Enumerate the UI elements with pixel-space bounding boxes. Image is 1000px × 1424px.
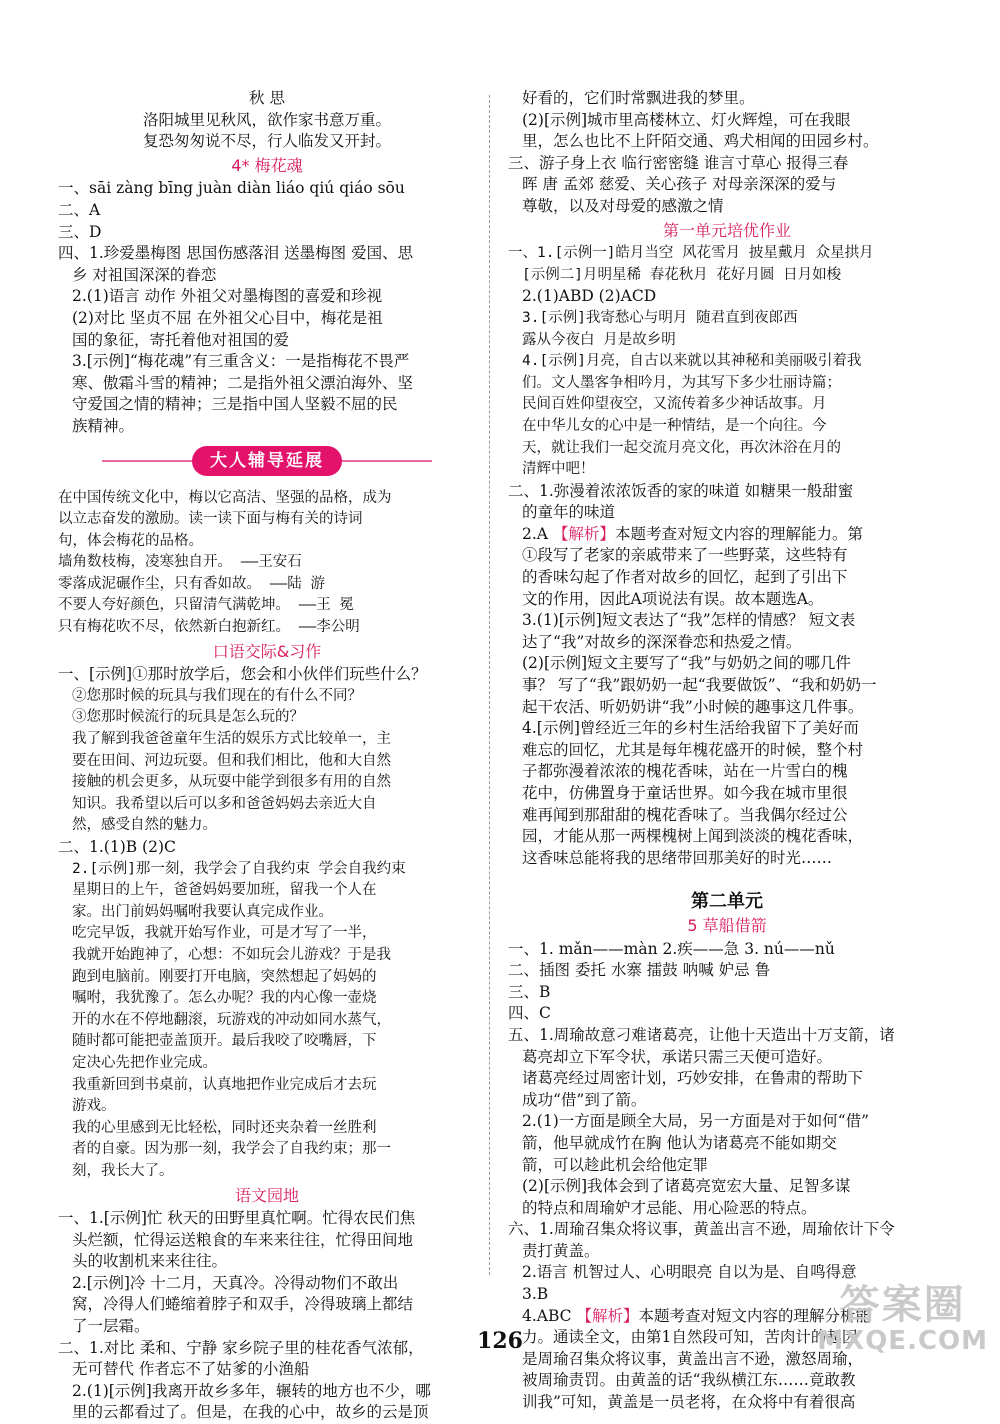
column-divider (489, 95, 490, 1275)
answer-line: 民间百姓仰望夜空，又流传着多少神话故事。月 (522, 396, 827, 413)
answer-line: 不要人夸好颜色，只留清气满乾坤。 ——王 冕 (58, 597, 354, 614)
answer-line: 子都弥漫着浓浓的槐花香味，站在一片雪白的槐 (522, 762, 848, 781)
answer-line: 四、C (508, 1004, 551, 1023)
answer-line: 成功“借”到了箭。 (522, 1090, 647, 1109)
answer-line: 事？ 写了“我”跟奶奶一起“我要做饭”、“我和奶奶一 (522, 676, 877, 695)
answer-line: 3.[示例]我寄愁心与明月 随君直到夜郎西 (522, 309, 798, 326)
answer-line: 在中华儿女的心中是一种情结，是一个向往。今 (522, 417, 827, 434)
watermark-top: 答案圈 (839, 1282, 966, 1328)
answer-line: 四、1.珍爱墨梅图 思国伤感落泪 送墨梅图 爱国、思 (58, 244, 414, 263)
answer-line: 园，才能从那一两棵槐树上闻到淡淡的槐花香味， (522, 827, 864, 846)
answer-line: 达了“我”对故乡的深深眷恋和热爱之情。 (522, 632, 802, 651)
answer-line: 的童年的味道 (522, 503, 616, 522)
answer-line: (2)[示例]城市里高楼林立、灯火辉煌，可在我眼 (522, 110, 851, 129)
section-heading: 口语交际&习作 (212, 641, 322, 661)
answer-line: 力。通读全文，由第1自然段可知，苦肉计的起因 (522, 1328, 858, 1347)
answer-line: ①段写了老家的亲戚带来了一些野菜，这些特有 (522, 546, 848, 565)
tutoring-banner (102, 444, 432, 480)
answer-line: 被周瑜责罚。由黄盖的话“我纵横江东……竟敢教 (522, 1371, 856, 1390)
answer-line: 二、插图 委托 水寨 擂鼓 呐喊 妒忌 鲁 (508, 961, 771, 980)
answer-line: 天，就让我们一起交流月亮文化，再次沐浴在月的 (522, 439, 841, 456)
poem-line: 洛阳城里见秋风，欲作家书意万重。 (142, 110, 391, 129)
answer-line: 六、1.周瑜召集众将议事，黄盖出言不逊，周瑜依计下令 (508, 1220, 895, 1239)
answer-line: 2.(1)一方面是顾全大局，另一方面是对于如何“借” (522, 1112, 870, 1131)
left-column (58, 88, 476, 1424)
answer-line: 国的象征，寄托着他对祖国的爱 (72, 330, 290, 349)
answer-line: 的特点和周瑜妒才忌能、用心险恶的特点。 (522, 1198, 817, 1217)
answer-line: 的香味勾起了作者对故乡的回忆，起到了引出下 (522, 568, 848, 587)
answer-line: [示例二]月明星稀 春花秋月 花好月圆 日月如梭 (522, 266, 842, 283)
answer-line: 一、[示例]①那时放学后，您会和小伙伴们玩些什么？ (58, 665, 427, 684)
answer-line: 二、1.(1)B (2)C (58, 838, 176, 856)
analysis-tag: 【解析】 (552, 524, 615, 543)
answer-line: 接触的机会更多，从玩耍中能学到很多有用的自然 (72, 774, 391, 791)
answer-line: 4.ABC 【解析】本题考查对短文内容的理解分析能 (522, 1306, 871, 1325)
page-number: 126 (452, 1321, 548, 1361)
answer-line: 无可替代 作者忘不了姑爹的小渔船 (72, 1360, 310, 1379)
answer-line: 二、A (58, 200, 101, 219)
answer-line: 好看的，它们时常飘进我的梦里。 (522, 89, 755, 107)
answer-line: 刻，我长大了。 (72, 1162, 174, 1179)
answer-line: 三、游子身上衣 临行密密缝 谁言寸草心 报得三春 (508, 153, 849, 172)
answer-line: 跑到电脑前。刚要打开电脑，突然想起了妈妈的 (72, 968, 377, 985)
answer-line: 4.[示例]月亮，自古以来就以其神秘和美丽吸引着我 (522, 353, 862, 370)
answer-line: 以立志奋发的激励。读一读下面与梅有关的诗词 (58, 511, 363, 528)
answer-line: 起干农活、听奶奶讲“我”小时候的趣事这几件事。 (522, 697, 864, 716)
answer-line: 清辉中吧！ (522, 461, 595, 478)
answer-line: 头的收割机来来往往。 (72, 1252, 228, 1271)
answer-line: 2.语言 机智过人、心明眼亮 自以为是、自鸣得意 (522, 1263, 857, 1282)
answer-line: 4.[示例]曾经近三年的乡村生活给我留下了美好而 (522, 719, 859, 738)
answer-line: 一、1.[示例一]皓月当空 风花雪月 披星戴月 众星拱月 (508, 245, 874, 262)
answer-line: 定决心先把作业完成。 (72, 1054, 217, 1071)
answer-line: 游戏。 (72, 1098, 116, 1115)
answer-line: 尊敬，以及对母爱的感激之情 (522, 196, 724, 215)
answer-line: 文的作用，因此A项说法有误。故本题选A。 (522, 589, 824, 608)
answer-line: 里的云都看过了。但是，在我的心中，故乡的云是顶 (72, 1403, 429, 1422)
answer-line: 零落成泥碾作尘，只有香如故。 ——陆 游 (58, 575, 325, 592)
answer-line: 露从今夜白 月是故乡明 (522, 331, 676, 348)
answer-line: 头烂额，忙得运送粮食的车来来往往，忙得田间地 (72, 1230, 414, 1249)
answer-line: 2.(1)语言 动作 外祖父对墨梅图的喜爱和珍视 (72, 287, 383, 306)
answer-line: 们。文人墨客争相吟月，为其写下多少壮丽诗篇； (522, 374, 841, 391)
unit-heading: 第二单元 (691, 891, 763, 913)
answer-line: 一、sāi zàng bīng juàn diàn liáo qiú qiáo sōu (58, 179, 405, 198)
answer-line: 箭，他早就成竹在胸 他认为诸葛亮不能如期交 (522, 1133, 837, 1152)
answer-line: 随时都可能把壶盖顶开。最后我咬了咬嘴唇，下 (72, 1033, 377, 1050)
section-heading: 4* 梅花魂 (231, 155, 303, 175)
answer-line: 责打黄盖。 (522, 1241, 600, 1260)
answer-line: ③您那时候流行的玩具是怎么玩的？ (72, 709, 304, 726)
answer-line: 吃完早饭，我就开始写作业，可是才写了一半， (72, 925, 377, 942)
answer-line: (2)对比 坚贞不屈 在外祖父心目中，梅花是祖 (72, 308, 383, 327)
answer-line: 难忘的回忆，尤其是每年槐花盛开的时候，整个村 (522, 740, 864, 759)
answer-line: (2)[示例]我体会到了诸葛亮宽宏大量、足智多谋 (522, 1177, 851, 1196)
analysis-tag: 【解析】 (576, 1306, 639, 1325)
answer-line: 五、1.周瑜故意刁难诸葛亮，让他十天造出十万支箭，诸 (508, 1025, 895, 1044)
answer-line: 者的自豪。因为那一刻，我学会了自我约束；那一 (72, 1141, 391, 1158)
answer-line: 我了解到我爸爸童年生活的娱乐方式比较单一，主 (72, 731, 391, 748)
answer-line: 2.A 【解析】本题考查对短文内容的理解能力。第 (522, 524, 863, 543)
answer-line: 难再闻到那甜甜的槐花香味了。当我偶尔经过公 (522, 805, 848, 824)
answer-line: 知识。我希望以后可以多和爸爸妈妈去亲近大自 (72, 795, 377, 812)
answer-line: 晖 唐 孟郊 慈爱、关心孩子 对母亲深深的爱与 (522, 175, 837, 194)
answer-line: 窝，冷得人们蜷缩着脖子和双手，冷得玻璃上都结 (72, 1295, 414, 1314)
answer-line: 葛亮却立下军令状，承诺只需三天便可造好。 (522, 1047, 833, 1066)
answer-line (508, 869, 946, 883)
answer-line: 是周瑜召集众将议事，黄盖出言不逊，激怒周瑜， (522, 1349, 864, 1368)
answer-line: 2.(1)ABD (2)ACD (522, 287, 657, 306)
answer-line: 句，体会梅花的品格。 (58, 532, 203, 549)
banner-title: 大人辅导延展 (192, 446, 342, 476)
answer-line: 诸葛亮经过周密计划，巧妙安排，在鲁肃的帮助下 (522, 1069, 864, 1088)
watermark (817, 1283, 988, 1355)
section-heading: 语文园地 (234, 1185, 299, 1205)
answer-line: ②您那时候的玩具与我们现在的有什么不同？ (72, 687, 362, 704)
answer-line: 二、1.对比 柔和、宁静 家乡院子里的桂花香气浓郁， (58, 1338, 424, 1357)
poem-line: 秋 思 (249, 89, 285, 107)
answer-line: 2.(1)[示例]我离开故乡多年，辗转的地方也不少，哪 (72, 1381, 431, 1400)
answer-line: 三、B (508, 982, 551, 1001)
answer-line: 训我”可知，黄盖是一员老将，在众将中有着很高 (522, 1393, 856, 1412)
answer-line: 3.(1)[示例]短文表达了“我”怎样的情感？ 短文表 (522, 611, 856, 630)
answer-line: 乡 对祖国深深的眷恋 (72, 265, 217, 284)
section-heading: 5 草船借箭 (687, 915, 767, 935)
answer-line: 要在田间、河边玩耍。但和我们相比，他和大自然 (72, 752, 391, 769)
answer-line: 族精神。 (72, 416, 135, 435)
watermark-bottom: MXQE.COM (817, 1326, 988, 1356)
answer-line: 开的水在不停地翻滚，玩游戏的冲动如同水蒸气， (72, 1011, 391, 1028)
answer-line: 在中国传统文化中，梅以它高洁、坚强的品格，成为 (58, 489, 392, 506)
answer-line: 花中，仿佛置身于童话世界。如今我在城市里很 (522, 784, 848, 802)
answer-line: 三、D (58, 222, 102, 241)
right-column (508, 88, 946, 1414)
answer-line: 嘱咐，我犹豫了。怎么办呢？我的内心像一壶烧 (72, 990, 377, 1007)
answer-line: 然，感受自然的魅力。 (72, 817, 217, 834)
answer-line: (2)[示例]短文主要写了“我”与奶奶之间的哪几件 (522, 654, 851, 673)
answer-line: 二、1.弥漫着浓浓饭香的家的味道 如糖果一般甜蜜 (508, 481, 854, 500)
answer-line: 家。出门前妈妈嘱咐我要认真完成作业。 (72, 903, 333, 920)
answer-line: 我的心里感到无比轻松，同时还夹杂着一丝胜利 (72, 1119, 377, 1136)
answer-line: 这香味总能将我的思绪带回那美好的时光…… (522, 848, 833, 867)
poem-line: 复恐匆匆说不尽，行人临发又开封。 (142, 132, 391, 151)
answer-line: 2.[示例]那一刻，我学会了自我约束 学会自我约束 (72, 860, 406, 877)
answer-line: 墙角数枝梅，凌寒独自开。 ——王安石 (58, 554, 302, 571)
answer-line: 一、1.[示例]忙 秋天的田野里真忙啊。忙得农民们焦 (58, 1209, 416, 1228)
answer-line: 了一层霜。 (72, 1317, 150, 1336)
answer-line: 寒、傲霜斗雪的精神；二是指外祖父漂泊海外、坚 (72, 373, 414, 392)
answer-line: 3.[示例]“梅花魂”有三重含义：一是指梅花不畏严 (72, 352, 410, 371)
answer-line: 星期日的上午，爸爸妈妈要加班，留我一个人在 (72, 882, 377, 899)
answer-line: 箭，可以趁此机会给他定罪 (522, 1155, 709, 1174)
answer-line: 3.B (522, 1285, 549, 1304)
answer-line: 只有梅花吹不尽，依然新白抱新红。 ——李公明 (58, 619, 360, 636)
answer-line: 2.[示例]冷 十二月，天真冷。冷得动物们不敢出 (72, 1273, 399, 1292)
answer-line: 守爱国之情的精神；三是指中国人坚毅不屈的民 (72, 395, 398, 414)
answer-line: 我重新回到书桌前，认真地把作业完成后才去玩 (72, 1076, 377, 1093)
section-heading: 第一单元培优作业 (662, 220, 791, 240)
answer-line: 我就开始跑神了，心想：不如玩会儿游戏？于是我 (72, 946, 391, 963)
answer-line: 里，怎么也比不上阡陌交通、鸡犬相闻的田园乡村。 (522, 132, 879, 151)
answer-line: 一、1. mǎn——màn 2.疾——急 3. nú——nǔ (508, 939, 835, 958)
